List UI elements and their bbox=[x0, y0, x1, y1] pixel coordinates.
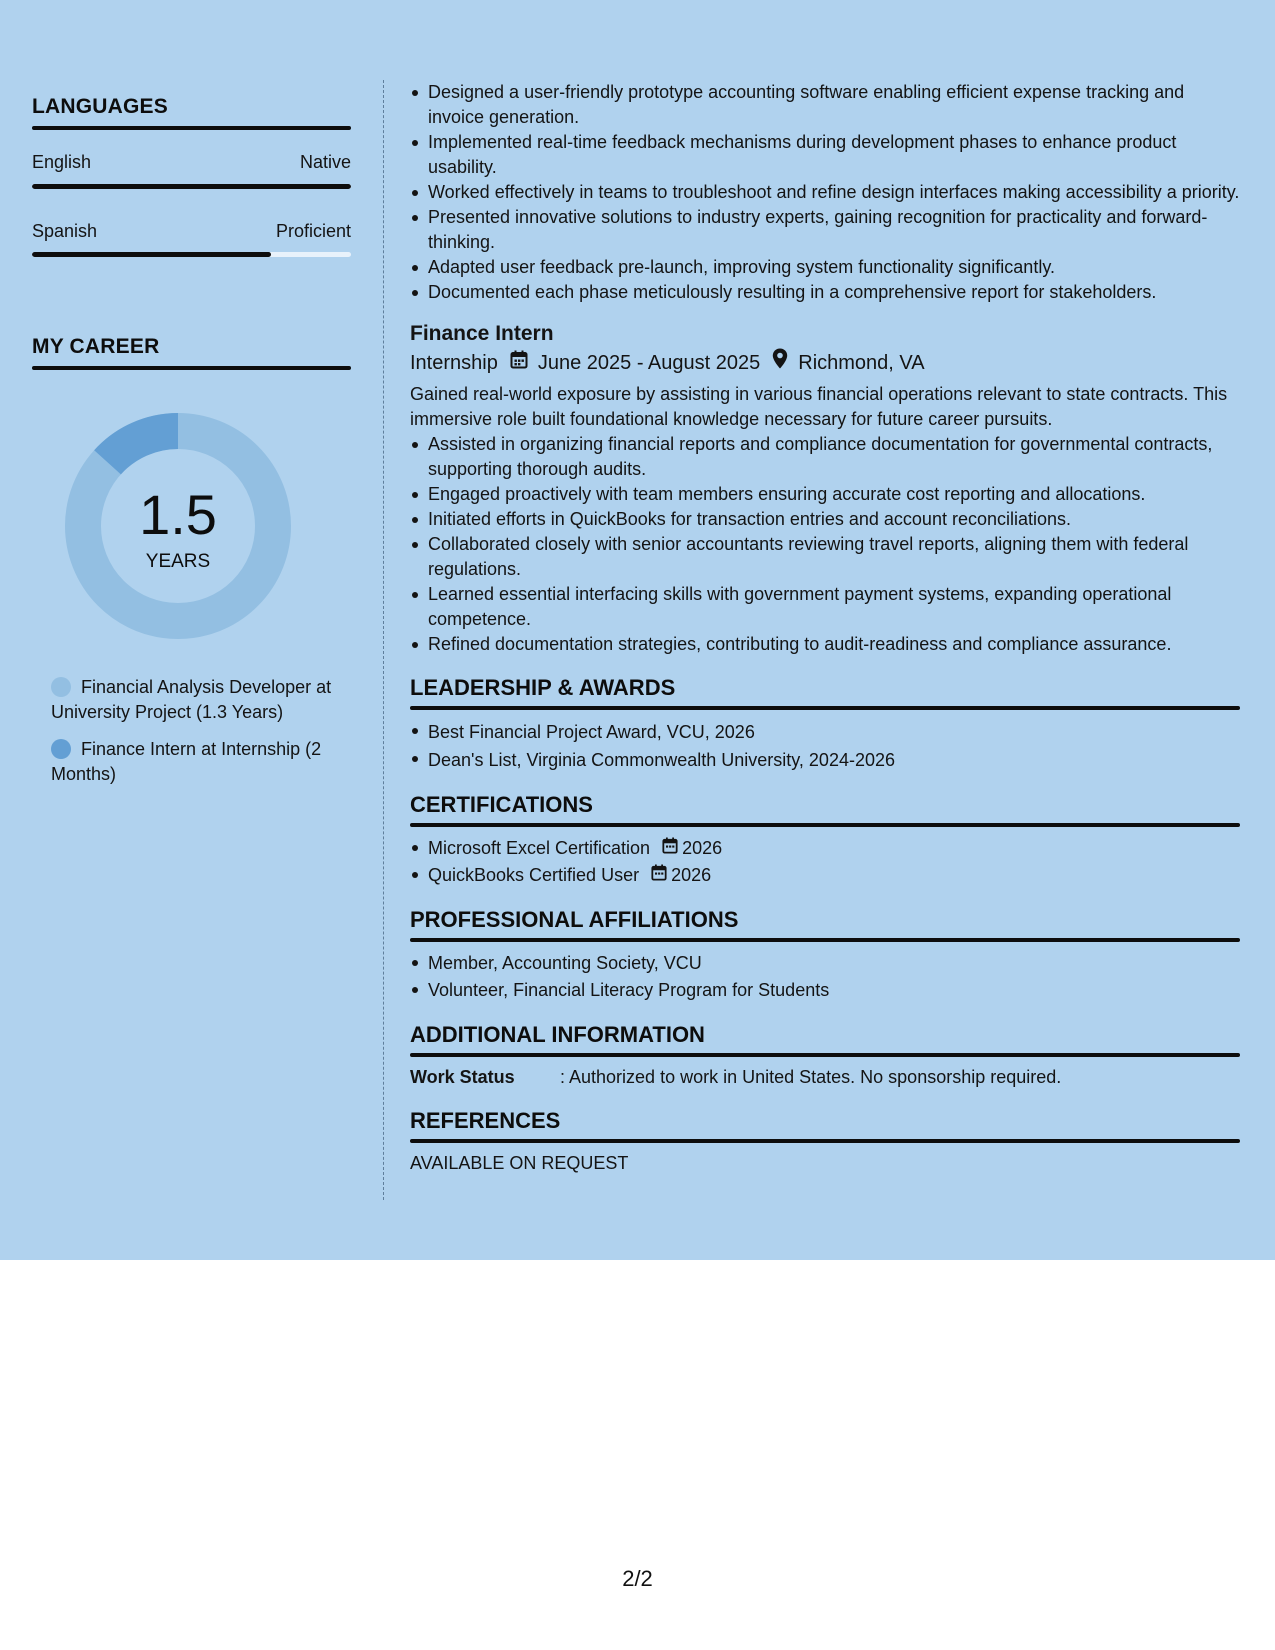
references-heading: REFERENCES bbox=[410, 1108, 561, 1133]
job-title: Finance Intern bbox=[410, 322, 554, 345]
certification-year: 2026 bbox=[682, 838, 723, 858]
leadership-heading: LEADERSHIP & AWARDS bbox=[410, 675, 676, 700]
list-item: Refined documentation strategies, contributing to audit-readiness and compliance assurance. bbox=[410, 632, 1240, 657]
calendar-icon bbox=[662, 835, 678, 862]
affiliations-heading: PROFESSIONAL AFFILIATIONS bbox=[410, 907, 739, 932]
certification-name: Microsoft Excel Certification bbox=[428, 838, 651, 858]
career-heading-rule bbox=[32, 366, 351, 370]
main-column bbox=[410, 80, 1240, 1176]
map-pin-icon bbox=[772, 348, 788, 378]
list-item: Documented each phase meticulously resulting in a comprehensive report for stakeholders. bbox=[410, 280, 1240, 305]
job-type: Internship bbox=[410, 352, 498, 374]
career-heading: MY CAREER bbox=[32, 335, 160, 358]
section-rule bbox=[410, 1053, 1240, 1057]
leadership-list bbox=[410, 718, 1240, 774]
list-item: Collaborated closely with senior accountants reviewing travel reports, aligning them with federal regulations. bbox=[410, 532, 1240, 582]
section-rule bbox=[410, 938, 1240, 942]
list-item: Engaged proactively with team members ensuring accurate cost reporting and allocations. bbox=[410, 482, 1240, 507]
column-divider bbox=[383, 80, 384, 1200]
language-proficiency-bar bbox=[32, 252, 351, 257]
list-item: Dean's List, Virginia Commonwealth University, 2024-2026 bbox=[410, 746, 1240, 774]
languages-heading-rule bbox=[32, 126, 351, 130]
calendar-icon bbox=[651, 862, 667, 889]
section-rule bbox=[410, 823, 1240, 827]
job-meta bbox=[410, 348, 1240, 378]
career-total-years: 1.5 bbox=[139, 483, 217, 546]
list-item: Assisted in organizing financial reports and compliance documentation for governmental contracts, supporting thorough audits. bbox=[410, 432, 1240, 482]
career-donut-chart bbox=[65, 413, 291, 639]
work-status-value: : Authorized to work in United States. No sponsorship required. bbox=[560, 1067, 1062, 1087]
list-item: Presented innovative solutions to industry experts, gaining recognition for practicality and forward-thinking. bbox=[410, 205, 1240, 255]
certifications-heading: CERTIFICATIONS bbox=[410, 792, 593, 817]
job-bullets bbox=[410, 432, 1240, 657]
list-item: Learned essential interfacing skills with government payment systems, expanding operational competence. bbox=[410, 582, 1240, 632]
work-status-row bbox=[410, 1065, 1240, 1090]
language-proficiency-fill bbox=[32, 252, 271, 257]
list-item bbox=[410, 862, 1240, 889]
section-rule bbox=[410, 1139, 1240, 1143]
career-total-unit: YEARS bbox=[145, 551, 211, 572]
language-name: English bbox=[32, 152, 92, 172]
list-item: Adapted user feedback pre-launch, improving system functionality significantly. bbox=[410, 255, 1240, 280]
languages-heading: LANGUAGES bbox=[32, 95, 168, 118]
page-number: 2/2 bbox=[622, 1566, 653, 1591]
career-legend-item bbox=[51, 675, 341, 725]
legend-dot bbox=[51, 677, 71, 697]
language-level: Native bbox=[299, 152, 351, 172]
list-item: Best Financial Project Award, VCU, 2026 bbox=[410, 718, 1240, 746]
certifications-list bbox=[410, 835, 1240, 889]
previous-job-bullets bbox=[410, 80, 1240, 305]
certification-item bbox=[428, 862, 1240, 889]
list-item: Volunteer, Financial Literacy Program for Students bbox=[410, 977, 1240, 1004]
job-location: Richmond, VA bbox=[798, 352, 925, 374]
career-legend-item bbox=[51, 737, 341, 787]
list-item: Initiated efforts in QuickBooks for transaction entries and account reconciliations. bbox=[410, 507, 1240, 532]
references-text: AVAILABLE ON REQUEST bbox=[410, 1153, 629, 1173]
affiliations-list bbox=[410, 950, 1240, 1004]
legend-dot bbox=[51, 739, 71, 759]
certification-year: 2026 bbox=[671, 865, 712, 885]
language-proficiency-fill bbox=[32, 184, 351, 189]
job-description: Gained real-world exposure by assisting in various financial operations relevant to state contracts. This immersive role built foundational knowledge necessary for future career pursuits. bbox=[410, 384, 1228, 429]
list-item: Implemented real-time feedback mechanisms during development phases to enhance product usability. bbox=[410, 130, 1240, 180]
donut-segment-accent bbox=[108, 431, 178, 462]
list-item: Member, Accounting Society, VCU bbox=[410, 950, 1240, 977]
legend-label: Financial Analysis Developer at University Project (1.3 Years) bbox=[51, 677, 332, 722]
calendar-icon bbox=[510, 348, 528, 378]
list-item bbox=[410, 835, 1240, 862]
certification-item bbox=[428, 835, 1240, 862]
additional-info-heading: ADDITIONAL INFORMATION bbox=[410, 1022, 705, 1047]
language-level: Proficient bbox=[275, 221, 351, 241]
list-item: Designed a user-friendly prototype accounting software enabling efficient expense tracking and invoice generation. bbox=[410, 80, 1240, 130]
language-name: Spanish bbox=[32, 221, 98, 241]
section-rule bbox=[410, 706, 1240, 710]
certification-name: QuickBooks Certified User bbox=[428, 865, 640, 885]
language-proficiency-bar bbox=[32, 184, 351, 189]
work-status-label: Work Status bbox=[410, 1067, 515, 1087]
job-dates: June 2025 - August 2025 bbox=[537, 352, 761, 374]
legend-label: Finance Intern at Internship (2 Months) bbox=[51, 739, 322, 784]
list-item: Worked effectively in teams to troubleshoot and refine design interfaces making accessibility a priority. bbox=[410, 180, 1240, 205]
